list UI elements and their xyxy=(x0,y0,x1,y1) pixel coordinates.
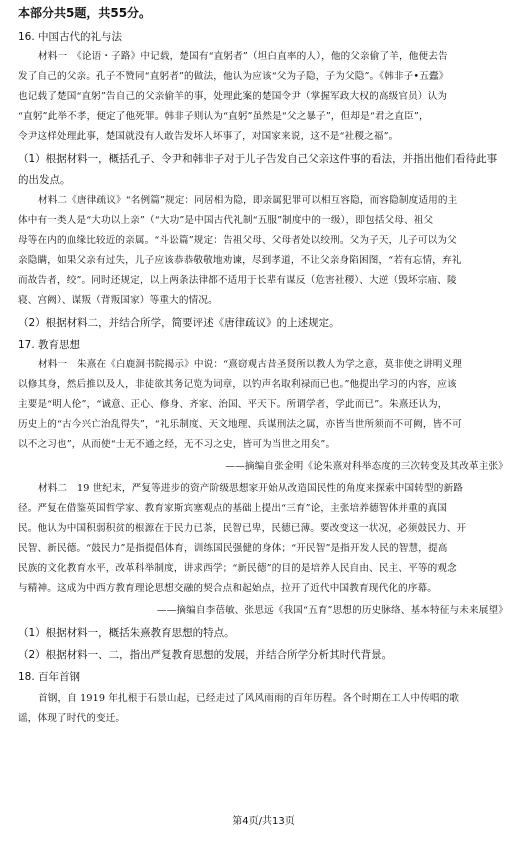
q17-subquestion-1: （1）根据材料一，概括朱熹教育思想的特点。 xyxy=(18,627,235,639)
q16-material-2-line: 而故告者，绞”。同时还规定，以上两条法律都不适用于长辈有谋反（危害社稷）、大逆（毁坏宗庙、陵 xyxy=(18,275,457,286)
q16-material-2-line: 亲隐瞒，如果父亲有过失，儿子应该恭恭敬敬地劝谏，尽到孝道，不让父亲身陷困图，“若有忘情，弃礼 xyxy=(18,255,462,266)
question-18-title: 18. 百年首钢 xyxy=(18,671,81,683)
q16-subquestion-2: （2）根据材料二，并结合所学，简要评述《唐律疏议》的上述规定。 xyxy=(18,317,340,329)
q17-material-1-line: 主要是“明人伦”，“诚意、正心、修身、齐家、治国、平天下。所谓学者，学此而已”。朱熹还认为， xyxy=(18,399,448,410)
q16-subquestion-1: 的出发点。 xyxy=(18,174,71,186)
q16-material-1-line: 也记载了楚国“直躬”告自己的父亲偷羊的事，处理此案的楚国令尹（掌握军政大权的高级官员）认为 xyxy=(18,91,448,102)
q16-material-2-line: 材料二《唐律疏议》“名例篇”规定：同居相为隐，即亲属犯罪可以相互容隐，而容隐制度适用的主 xyxy=(38,195,458,206)
q18-body-line: 谣，体现了时代的变迁。 xyxy=(18,713,126,724)
q17-material-1-line: 以不之习也”，从而使“士无不通之经，无不习之史，皆可为当世之用矣”。 xyxy=(18,439,336,450)
q16-material-2-line: 体中有一类人是“大功以上亲”（“大功”是中国古代礼制“五服”制度中的一级），即包括父母、祖父 xyxy=(18,215,434,226)
q16-material-1-line: 令尹这样处理此事，楚国就没有人敢告发坏人坏事了，对国家来说，这不是“社稷之福”。 xyxy=(18,131,399,142)
q17-material-2-line: 材料二 19 世纪末，严复等进步的资产阶级思想家开始从改造国民性的角度来探索中国转型的新路 xyxy=(38,483,463,494)
q17-source-2: ——摘编自李蓓敏、张思远《我国“五育”思想的历史脉络、基本特征与未来展望》 xyxy=(156,605,508,616)
q16-material-1-line: “直躬”此举不孝，便定了他死罪。韩非子则认为“直躬”虽然是“父之暴子”，但却是“君之直臣”， xyxy=(18,111,429,122)
page-number: 第4页/共13页 xyxy=(232,816,295,827)
q17-material-2-line: 与精神。这成为中西方教育理论思想交融的契合点和起始点，拉开了近代中国教育现代化的序幕。 xyxy=(18,583,437,594)
question-17-title: 17. 教育思想 xyxy=(18,339,81,351)
q17-material-1-line: 历史上的“古今兴亡治乱得失”，“礼乐制度、天文地理、兵谋刑法之属，亦皆当世所须而不可阙，皆不可 xyxy=(18,419,462,430)
section-header: 本部分共5题，共55分。 xyxy=(18,6,152,20)
q17-material-2-line: 民智、新民德。“鼓民力”是指提倡体育，训练国民强健的身体；“开民智”是指开发人民的智慧，提高 xyxy=(18,543,448,554)
q17-material-2-line: 民族的文化教育水平，改革科举制度，讲求西学；“新民德”的目的是培养人民自由、民主、平等的观念 xyxy=(18,563,457,574)
q17-material-1-line: 材料一 朱熹在《白鹿洞书院揭示》中说：“熹窃观古昔圣贤所以教人为学之意，莫非使之讲明义理 xyxy=(38,359,463,370)
q17-material-1-line: 以修其身，然后推以及人，非徒欲其务记览为词章，以钓声名取利禄而已也。”他提出学习的内容，应该 xyxy=(18,379,457,390)
q17-source-1: ——摘编自张金明《论朱熹对科举态度的三次转变及其改革主张》 xyxy=(225,461,508,472)
question-16-title: 16. 中国古代的礼与法 xyxy=(18,31,123,43)
q17-subquestion-2: （2）根据材料一、二，指出严复教育思想的发展，并结合所学分析其时代背景。 xyxy=(18,649,393,661)
q17-material-2-line: 径。严复在借鉴英国哲学家、教育家斯宾塞观点的基础上提出“三育”论，主张培养德智体并重的真国 xyxy=(18,503,448,514)
q16-material-1-line: 材料一 《论语・子路》中记载，楚国有“直躬者”（坦白直率的人），他的父亲偷了羊，他便去告 xyxy=(38,51,448,62)
q16-material-2-line: 寝、宫阙）、谋叛（背叛国家）等重大的情况。 xyxy=(18,295,218,306)
q18-body-line: 首钢，自 1919 年扎根于石景山起，已经走过了风风雨雨的百年历程。各个时期在工人中传唱的歌 xyxy=(38,693,460,704)
q16-material-2-line: 母等在内的血缘比较近的亲属。“斗讼篇”规定：告祖父母、父母者处以绞刑。父为子天，儿子可以为父 xyxy=(18,235,457,246)
q16-subquestion-1: （1）根据材料一，概括孔子、令尹和韩非子对于儿子告发自己父亲这件事的看法，并指出他们看待此事 xyxy=(18,153,498,165)
q17-material-2-line: 民。他认为中国积弱积贫的根源在于民力已茶，民智已卑，民德已薄。要改变这一状况，必须鼓民力、开 xyxy=(18,523,467,534)
q16-material-1-line: 发了自己的父亲。孔子不赞同“直躬者”的做法，他认为应该“父为子隐，子为父隐”。《韩非子•五蠹》 xyxy=(18,71,449,82)
